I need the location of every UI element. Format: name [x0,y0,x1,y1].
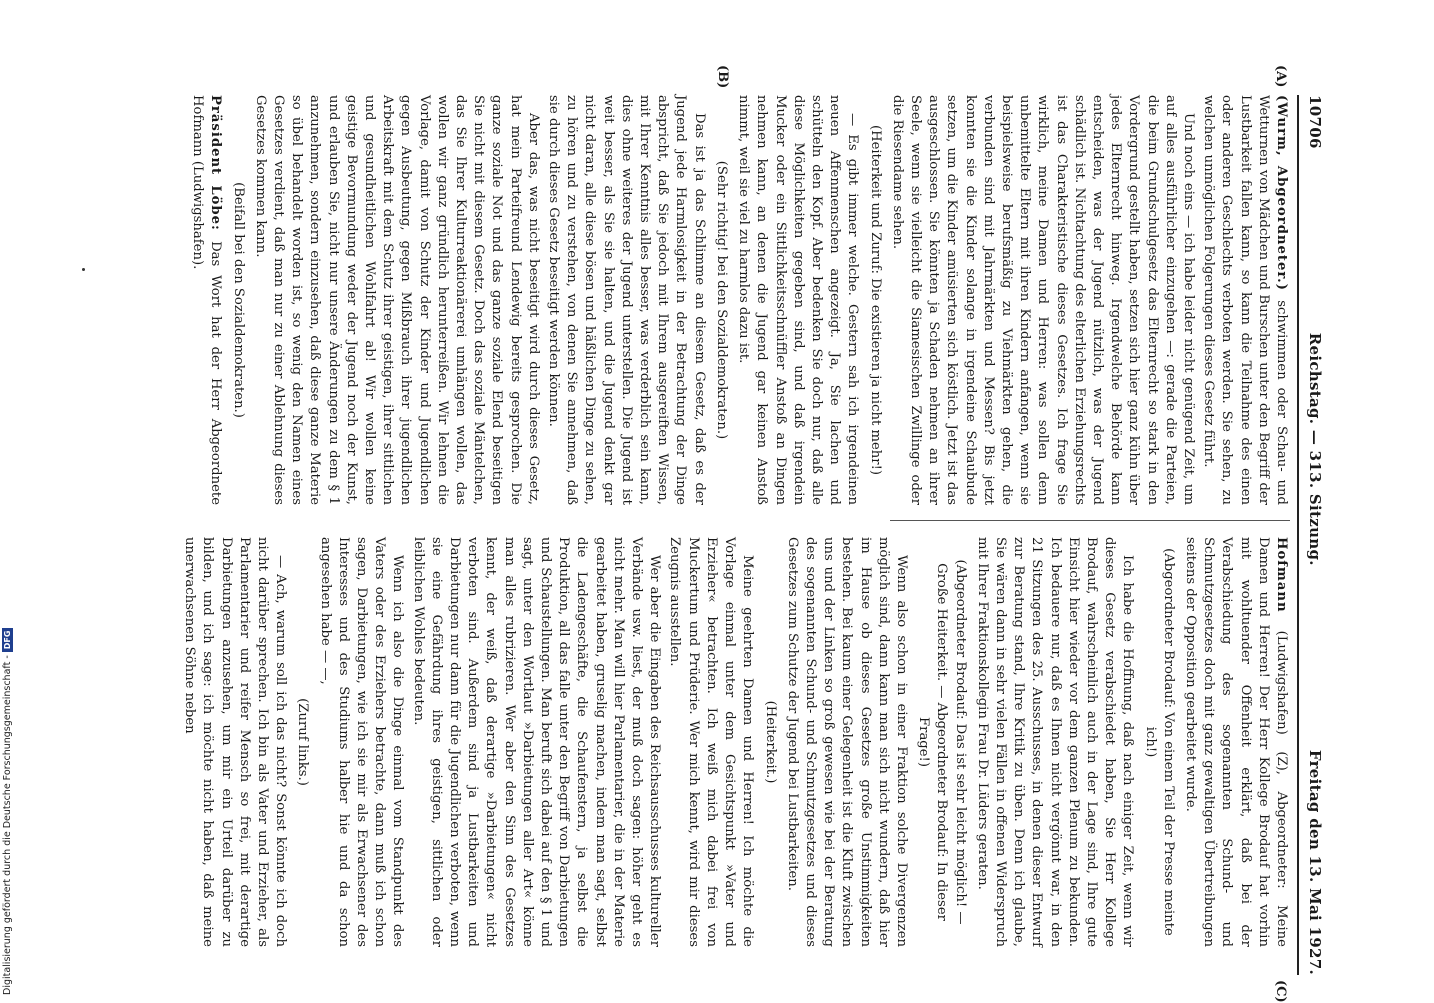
document-page [130,65,1330,1003]
paragraph: (Wurm, Abgeordneter.) schwimmen oder Schau- und Wetturnen von Mädchen und Burschen unter den Begriff der Lustbarkeit fallen kann, so kann die Teilnahme des einen oder anderen Geschlechts verboten werden. Sie sehen, zu welchen unmöglichen Folgerungen dieses Gesetz führt. [1201,95,1289,505]
column-divider [890,520,1290,521]
paragraph: Aber das, was nicht beseitigt wird durch dieses Gesetz, hat mein Parteifreund Lendewig bereits gesprochen. Die ganze soziale Not und das ganze soziale Elend beseitigen Sie nicht mit diesem Gesetz. Doch das soziale Mäntelchen, das Sie Ihrer Kulturreaktionärerei umhängen wollen, das wollen wir ganz gründlich herunterreißen. Wir lehnen die Vorlage, damit von Schutz der Kinder und Jugendlichen gegen Ausbeutung, gegen Mißbrauch ihrer jugendlichen Arbeitskraft mit dem Schutz ihrer geistigen, ihrer sittlichen und gesundheitlichen Wohlfahrt ab! Wir wollen keine geistige Bevormundung weder der Jugend noch der Kunst, und erlauben Sie, nicht nur unsere Änderungen zu dem § 1 anzunehmen, sondern einzusehen, daß diese ganze Materie so übel behandelt worden ist, so wenig den Namen eines Gesetzes verdient, daß man nur zu einer Ablehnung dieses Gesetzes kommen kann. [252,95,541,505]
paragraph: Und noch eins — ich habe leider nicht genügend Zeit, um auf alles ausführlicher einzugehen —: gerade die Parteien, die beim Grundschulgesetz das Elternrecht so stark in den Vordergrund gestellt haben, setzen sich hier ganz kühn über jedes Elternrecht hinweg. Irgendwelche Behörde kann entscheiden, was der Jugend nützlich, was der Jugend schädlich ist. Nichtachtung des elterlichen Erziehungsrechts ist das Charakteristische dieses Gesetzes. Ich frage Sie wirklich, meine Damen und Herren: was sollen denn unbemittelte Eltern mit ihren Kindern anfangen, wenn sie beispielsweise berufsmäßig zu Viehmärkten gehen, die verbunden sind mit Jahrmärkten und Messen? Bis jetzt konnten sie die Kinder solange in irgendeine Schaubude setzen, um die Kinder amüsierten sich köstlich. Jetzt ist das ausgeschlossen. Sie könnten ja Schaden nehmen an ihrer Seele, wenn sie vielleicht die Siamesischen Zwillinge oder die Riesendame sehen. [889,95,1196,505]
page-header [1300,95,1330,975]
interjection: (Abgeordneter Brodauf: Das ist sehr leicht möglich! — Große Heiterkeit. — Abgeordneter Brodauf: In dieser Frage!) [916,559,968,925]
dfg-logo: DFG [2,628,13,653]
paragraph: — Ach, warum soll ich das nicht? Sonst könnte ich doch nicht darüber sprechen. Ich bin als Vater und Erzieher, als Parlamentarier und reifer Mensch so frei, mit derartige Darbietungen anzusehen, um mir ein Urteil darüber zu bilden, und ich sage: ich möchte nicht haben, daß meine unerwachsenen Söhne neben [182,537,289,947]
interjection: (Heiterkeit.) [762,700,778,784]
interjection: (Abgeordneter Brodauf: Von einem Teil der Presse meinte ich!) [1142,548,1176,936]
paragraph: Meine geehrten Damen und Herren! Ich möchte die Vorlage einmal unter dem Gesichtspunkt »Vater und Erzieher« betrachten. Ich weiß mich dabei frei von Muckertum und Prüderie. Wer mich kennt, wird mir dieses Zeugnis ausstellen. [667,537,756,947]
scan-speck [82,268,85,271]
speaker-name: Hofmann [1274,537,1289,631]
paragraph: — Es gibt immer welche. Gestern sah ich irgendeinen neuen Affenmenschen angezeigt. Ja, Sie lachen und schütteln den Kopf. Aber bedenken Sie doch nur, daß alle diese Möglichkeiten gegeben sind, und daß irgendein Mucker oder ein Sittlichkeitsschnüffler Anstoß an Dingen nehmen kann, an denen die Jugend gar keinen Anstoß nimmt, weil sie viel zu harmlos dazu ist. [736,95,861,505]
paragraph: Wenn also schon in einer Fraktion solche Divergenzen möglich sind, dann kann man sich nicht wundern, daß hier im Hause ob dieses Gesetzes große Unstimmigkeiten bestehen. Bei kaum einer Gelegenheit ist die Kluft zwischen uns und der Linken so groß gewesen wie bei der Beratung des sogenannten Schund- und Schmutzgesetzes und dieses Gesetzes zum Schutze der Jugend bei Lustbarkeiten. [784,537,909,947]
interjection: (Heiterkeit und Zuruf: Die existieren ja nicht mehr!) [867,124,883,476]
margin-mark-b: (B) [715,65,730,89]
paragraph: Wer aber die Eingaben des Reichsausschusses kultureller Verbände usw. liest, der muß doch sagen: höher geht es nicht mehr. Man will hier Parlamentarier, die in der Materie gearbeitet haben, gruselig machen, indem man sagt, selbst die Ladengeschäfte, die Schaufenstern, ja selbst die Produktion, all das falle unter den Begriff von Darbietungen und Schaustellungen. Man beruft sich dabei auf den § 1 und sagt, unter den Wortlaut »Darbietungen aller Art« könne man alles rubrizieren. Wer aber den Sinn des Gesetzes kennt, der weiß, daß derartige »Darbietungen« nicht verboten sind. Außerdem sind ja Lustbarkeiten und Darbietungen nur dann für die Jugendlichen verboten, wenn sie eine Gefährdung ihres geistigen, sittlichen oder leiblichen Wohles bedeuten. [410,537,663,947]
speaker-name: Präsident Löbe: [208,95,224,242]
page-number: 10706 [1306,95,1324,149]
paragraph: Das ist ja das Schlimme an diesem Gesetz, daß es der Jugend jede Harmlosigkeit in der Betrachtung der Dinge abspricht, daß Sie jedoch mit Ihrem ausgereiften Wissen, mit Ihrer Kenntnis alles besser, was verderblich sein kann, dies ohne weiteres der Jugend unterstellen. Die Jugend ist weit besser, als Sie sie halten, und die Jugend denkt gar nicht daran, alle diese bösen und häßlichen Dinge zu sehen, zu hören und zu verstehen, von denen Sie annehmen, daß sie durch dieses Gesetz beseitigt werden können. [546,95,707,505]
paragraph: Wenn ich also die Dinge einmal vom Standpunkt des Vaters oder des Erziehers betrachte, dann muß ich schon sagen, Darbietungen, wie ich sie mir als Erwachsener des Interesses und des Studiums halber hie und da schon angesehen habe — —, [317,537,406,947]
session-date: Freitag den 13. Mai 1927. [1306,749,1324,975]
interjection: (Beifall bei den Sozialdemokraten.) [230,182,246,418]
header-rule [1297,95,1299,975]
margin-mark-c: (C) [1273,980,1288,1003]
paragraph: Ich habe die Hoffnung, daß nach einiger Zeit, wenn wir dieses Gesetz verabschiedet haben, Sie Herr Kollege Brodauf, wahrscheinlich auch in der Lage sind, Ihre gute Einsicht hier wieder vor dem ganzen Plenum zu bekunden. Ich bedauere nur, daß es Ihnen nicht vergönnt war, in den 21 Sitzungen des 25. Ausschusses, in denen dieser Entwurf zur Beratung stand, Ihre Kritik zu üben. Denn ich glaube, Sie wären dann in sehr vielen Fällen in offenen Widerspruch mit Ihrer Fraktionskollegin Frau Dr. Lüders geraten. [974,537,1136,947]
paragraph: Hofmann (Ludwigshafen) (Z), Abgeordneter: Meine Damen und Herren! Der Herr Kollege Brodauf hat vorhin mit wohltuender Offenheit erklärt, daß bei der Verabschiedung des sogenannten Schund- und Schmutzgesetzes doch mit ganz gewaltigen Übertreibungen seitens der Opposition gearbeitet wurde. [1182,537,1289,947]
margin-mark-a: (A) [1273,65,1288,88]
left-column [186,95,1290,505]
interjection: (Sehr richtig! bei den Sozialdemokraten.) [713,160,729,440]
interjection: (Zuruf links.) [295,698,311,786]
paragraph: Präsident Löbe: Das Wort hat der Herr Abgeordnete Hofmann (Ludwigshafen). [190,95,224,505]
session-title: Reichstag. — 313. Sitzung. [1306,332,1324,566]
digitization-credit [0,0,14,995]
right-column [178,537,1290,947]
credit-text: Digitalisierung gefördert durch die Deutsche Forschungsgemeinschaft - [1,655,13,995]
speaker-name: (Wurm, Abgeordneter.) [1274,95,1289,301]
